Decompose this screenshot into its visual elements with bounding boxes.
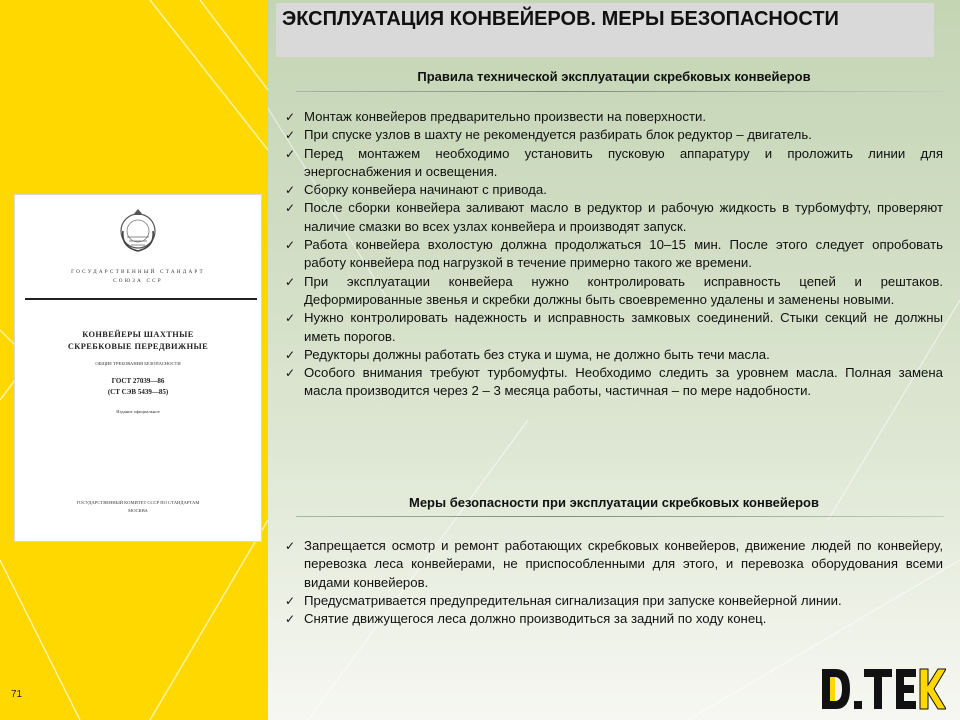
list-item: ✓ При эксплуатации конвейера нужно контролировать исправность цепей и рештаков. Деформированные звенья и скребки должны быть своевременно удалены и заменены новыми. <box>285 273 943 307</box>
checkmark-icon: ✓ <box>285 366 296 381</box>
checkmark-icon: ✓ <box>285 347 296 362</box>
logo-text: DTEK <box>818 663 821 664</box>
cover-publisher-line1: ГОСУДАРСТВЕННЫЙ КОМИТЕТ СССР ПО СТАНДАРТАМ <box>76 500 200 505</box>
cover-subtitle: ОБЩИЕ ТРЕБОВАНИЯ БЕЗОПАСНОСТИ <box>95 361 181 366</box>
gost-document-cover <box>14 194 262 542</box>
cover-title-line1: КОНВЕЙЕРЫ ШАХТНЫЕ <box>82 330 194 339</box>
cover-edition: Издание официальное <box>116 409 160 414</box>
checkmark-icon: ✓ <box>285 539 296 553</box>
checkmark-icon: ✓ <box>285 593 296 608</box>
list-item: ✓ При спуске узлов в шахту не рекомендуется разбирать блок редуктор – двигатель. <box>280 126 943 144</box>
checkmark-icon: ✓ <box>285 183 296 198</box>
checkmark-icon: ✓ <box>285 311 296 326</box>
checkmark-icon: ✓ <box>285 146 296 161</box>
checkmark-icon: ✓ <box>285 274 296 289</box>
cover-divider <box>25 298 257 300</box>
list-item: ✓ Монтаж конвейеров предварительно произвести на поверхности. <box>280 108 943 126</box>
cover-org-line1: ГОСУДАРСТВЕННЫЙ СТАНДАРТ <box>71 269 205 275</box>
dtek-logo <box>818 663 946 715</box>
list-item: ✓ Сборку конвейера начинают с привода. <box>280 181 943 199</box>
checkmark-icon: ✓ <box>285 110 296 124</box>
section-heading-safety: Меры безопасности при эксплуатации скребковых конвейеров <box>409 495 819 510</box>
checkmark-icon: ✓ <box>285 612 296 627</box>
list-item: ✓ Снятие движущегося леса должно производиться за задний по ходу конец. <box>280 610 943 628</box>
left-panel <box>0 0 268 720</box>
list-item: ✓ Перед монтажем необходимо установить пусковую аппаратуру и проложить линии для энергоснабжения и освещения. <box>285 145 943 179</box>
list-item: ✓ Работа конвейера вхолостую должна продолжаться 10–15 мин. После этого следует опробовать работу конвейера под нагрузкой в течение примерно такого же времени. <box>285 237 943 271</box>
cover-title-line2: СКРЕБКОВЫЕ ПЕРЕДВИЖНЫЕ <box>67 342 209 351</box>
safety-list <box>280 537 943 628</box>
list-item: ✓ После сборки конвейера заливают масло в редуктор и рабочую жидкость в турбомуфту, проверяют наличие смазки во всех узлах конвейера и производят запуск. <box>285 200 943 234</box>
list-item: ✓ Запрещается осмотр и ремонт работающих скребковых конвейеров, движение людей по конвейеру, перевозка леса конвейерами, не приспособленными для этого, и перевозка оборудования всеми видами конвейеров. <box>285 538 943 590</box>
section-heading-rules: Правила технической эксплуатации скребковых конвейеров <box>417 69 811 84</box>
checkmark-icon: ✓ <box>285 201 296 216</box>
cover-st-sev: (СТ СЭВ 5439—85) <box>107 388 169 396</box>
slide-number: 71 <box>11 689 23 700</box>
checkmark-icon: ✓ <box>285 238 296 253</box>
cover-gost-number: ГОСТ 27039—86 <box>111 377 165 385</box>
heading-divider-1 <box>296 91 944 92</box>
page-title: ЭКСПЛУАТАЦИЯ КОНВЕЙЕРОВ. МЕРЫ БЕЗОПАСНОСТИ <box>282 8 839 30</box>
heading-divider-2 <box>296 516 944 517</box>
ussr-emblem-icon <box>115 207 161 257</box>
cover-org-line2: СОЮЗА ССР <box>113 278 163 284</box>
list-item: ✓ Особого внимания требуют турбомуфты. Необходимо следить за уровнем масла. Полная замена масла производится через 2 – 3 месяца работы, частичная – по мере надобности. <box>285 365 943 399</box>
rules-list <box>280 108 943 401</box>
title-box <box>276 3 934 57</box>
list-item: ✓ Редукторы должны работать без стука и шума, не должно быть течи масла. <box>280 346 943 364</box>
list-item: ✓ Нужно контролировать надежность и исправность замковых соединений. Стыки секций не должны иметь порогов. <box>285 310 943 344</box>
cover-publisher-line2: МОСКВА <box>128 508 148 513</box>
list-item: ✓ Предусматривается предупредительная сигнализация при запуске конвейерной линии. <box>280 592 943 610</box>
checkmark-icon: ✓ <box>285 128 296 143</box>
